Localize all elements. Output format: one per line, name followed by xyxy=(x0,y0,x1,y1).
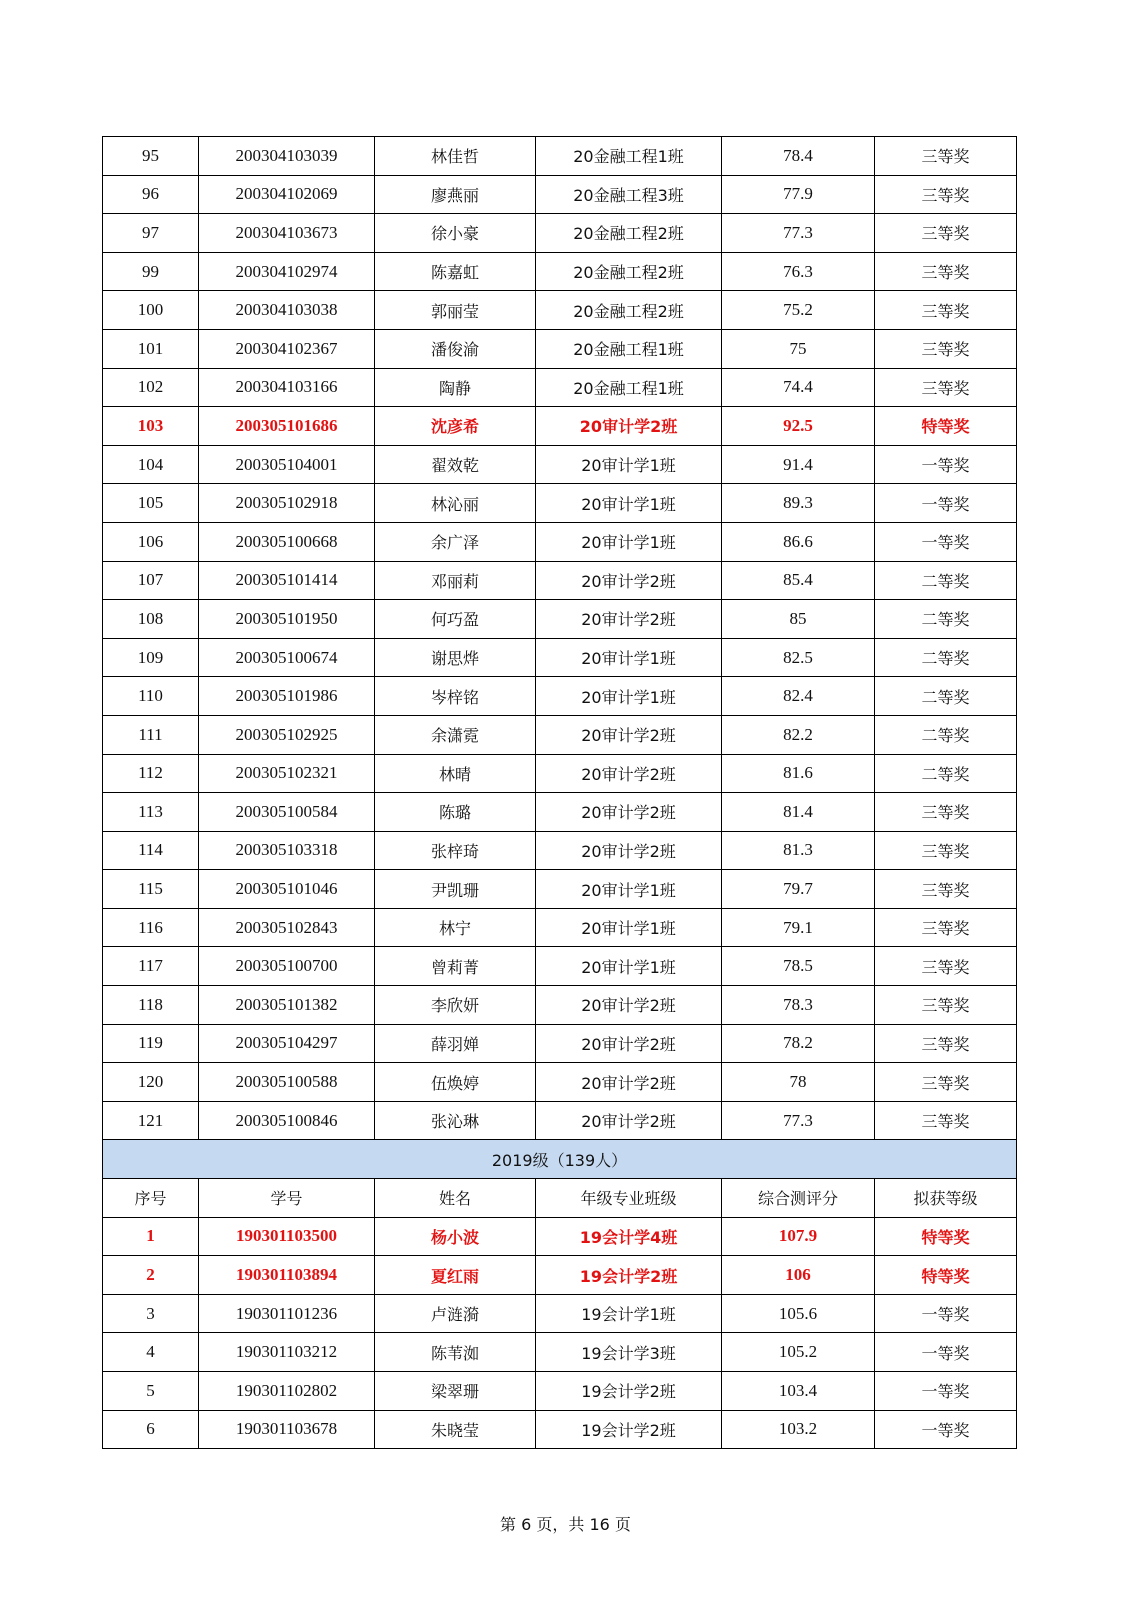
cell-class: 20审计学1班 xyxy=(536,677,722,716)
section-title: 2019级（139人） xyxy=(103,1140,1017,1179)
cell-name: 杨小波 xyxy=(375,1217,536,1256)
cell-name: 卢涟漪 xyxy=(375,1294,536,1333)
cell-no: 109 xyxy=(103,638,199,677)
cell-name: 林晴 xyxy=(375,754,536,793)
cell-award: 一等奖 xyxy=(875,1410,1017,1449)
table-row xyxy=(103,870,1017,909)
cell-no: 119 xyxy=(103,1024,199,1063)
cell-no: 116 xyxy=(103,908,199,947)
cell-student-id: 200305101686 xyxy=(199,407,375,446)
cell-student-id: 200305103318 xyxy=(199,831,375,870)
cell-no: 106 xyxy=(103,522,199,561)
cell-score: 85 xyxy=(722,600,875,639)
cell-student-id: 200305101414 xyxy=(199,561,375,600)
cell-award: 一等奖 xyxy=(875,1333,1017,1372)
cell-name: 林宁 xyxy=(375,908,536,947)
cell-award: 三等奖 xyxy=(875,831,1017,870)
table-row xyxy=(103,986,1017,1025)
cell-name: 徐小豪 xyxy=(375,214,536,253)
cell-award: 三等奖 xyxy=(875,329,1017,368)
cell-student-id: 200305101382 xyxy=(199,986,375,1025)
cell-award: 三等奖 xyxy=(875,986,1017,1025)
cell-award: 三等奖 xyxy=(875,252,1017,291)
cell-award: 一等奖 xyxy=(875,522,1017,561)
cell-score: 77.3 xyxy=(722,214,875,253)
cell-class: 19会计学2班 xyxy=(536,1410,722,1449)
cell-award: 三等奖 xyxy=(875,870,1017,909)
table-row xyxy=(103,137,1017,176)
cell-award: 二等奖 xyxy=(875,677,1017,716)
cell-no: 115 xyxy=(103,870,199,909)
cell-no: 113 xyxy=(103,793,199,832)
cell-student-id: 200305100700 xyxy=(199,947,375,986)
cell-student-id: 190301103894 xyxy=(199,1256,375,1295)
award-list-sheet xyxy=(102,136,1016,1449)
page-footer: 第 6 页，共 16 页 xyxy=(500,1515,631,1534)
cell-award: 二等奖 xyxy=(875,561,1017,600)
cell-no: 110 xyxy=(103,677,199,716)
cell-score: 103.2 xyxy=(722,1410,875,1449)
cell-student-id: 200305104297 xyxy=(199,1024,375,1063)
cell-name: 廖燕丽 xyxy=(375,175,536,214)
cell-class: 20金融工程1班 xyxy=(536,368,722,407)
table-row xyxy=(103,677,1017,716)
table-row xyxy=(103,908,1017,947)
table-row xyxy=(103,793,1017,832)
cell-score: 105.6 xyxy=(722,1294,875,1333)
cell-student-id: 200305100588 xyxy=(199,1063,375,1102)
cell-award: 三等奖 xyxy=(875,1101,1017,1140)
cell-award: 三等奖 xyxy=(875,175,1017,214)
table-row xyxy=(103,1410,1017,1449)
cell-no: 121 xyxy=(103,1101,199,1140)
cell-score: 81.6 xyxy=(722,754,875,793)
cell-student-id: 200304102069 xyxy=(199,175,375,214)
table-row xyxy=(103,638,1017,677)
cell-class: 20审计学1班 xyxy=(536,947,722,986)
table-header-row xyxy=(103,1179,1017,1218)
cell-name: 薛羽婵 xyxy=(375,1024,536,1063)
table-row xyxy=(103,1063,1017,1102)
cell-no: 101 xyxy=(103,329,199,368)
cell-score: 81.4 xyxy=(722,793,875,832)
cell-score: 78.2 xyxy=(722,1024,875,1063)
cell-class: 20金融工程2班 xyxy=(536,252,722,291)
cell-class: 20审计学1班 xyxy=(536,484,722,523)
cell-name: 林佳哲 xyxy=(375,137,536,176)
table-row xyxy=(103,947,1017,986)
cell-name: 夏红雨 xyxy=(375,1256,536,1295)
cell-class: 20金融工程1班 xyxy=(536,137,722,176)
cell-score: 79.7 xyxy=(722,870,875,909)
cell-score: 76.3 xyxy=(722,252,875,291)
cell-no: 96 xyxy=(103,175,199,214)
header-score: 综合测评分 xyxy=(722,1179,875,1218)
cell-score: 85.4 xyxy=(722,561,875,600)
cell-award: 特等奖 xyxy=(875,407,1017,446)
cell-name: 张沁琳 xyxy=(375,1101,536,1140)
cell-award: 三等奖 xyxy=(875,214,1017,253)
cell-score: 78.3 xyxy=(722,986,875,1025)
cell-no: 1 xyxy=(103,1217,199,1256)
cell-score: 74.4 xyxy=(722,368,875,407)
cell-award: 三等奖 xyxy=(875,291,1017,330)
cell-student-id: 200305101950 xyxy=(199,600,375,639)
cell-class: 20审计学1班 xyxy=(536,445,722,484)
cell-award: 二等奖 xyxy=(875,754,1017,793)
cell-score: 86.6 xyxy=(722,522,875,561)
cell-name: 沈彦希 xyxy=(375,407,536,446)
table-row xyxy=(103,291,1017,330)
cell-award: 一等奖 xyxy=(875,1372,1017,1411)
table-row xyxy=(103,522,1017,561)
cell-no: 99 xyxy=(103,252,199,291)
cell-student-id: 200304103038 xyxy=(199,291,375,330)
cell-score: 92.5 xyxy=(722,407,875,446)
table-row xyxy=(103,1372,1017,1411)
section-row xyxy=(103,1140,1017,1179)
cell-score: 103.4 xyxy=(722,1372,875,1411)
cell-no: 120 xyxy=(103,1063,199,1102)
cell-name: 陈璐 xyxy=(375,793,536,832)
cell-award: 三等奖 xyxy=(875,947,1017,986)
cell-name: 岑梓铭 xyxy=(375,677,536,716)
cell-name: 谢思烨 xyxy=(375,638,536,677)
cell-score: 82.4 xyxy=(722,677,875,716)
cell-award: 二等奖 xyxy=(875,638,1017,677)
cell-score: 77.3 xyxy=(722,1101,875,1140)
table-row xyxy=(103,407,1017,446)
cell-name: 朱晓莹 xyxy=(375,1410,536,1449)
cell-award: 特等奖 xyxy=(875,1256,1017,1295)
cell-student-id: 200305102321 xyxy=(199,754,375,793)
cell-class: 20审计学1班 xyxy=(536,522,722,561)
cell-name: 邓丽莉 xyxy=(375,561,536,600)
cell-no: 104 xyxy=(103,445,199,484)
cell-class: 20审计学2班 xyxy=(536,1101,722,1140)
cell-award: 二等奖 xyxy=(875,600,1017,639)
cell-student-id: 200304103039 xyxy=(199,137,375,176)
cell-no: 4 xyxy=(103,1333,199,1372)
table-row xyxy=(103,368,1017,407)
cell-score: 81.3 xyxy=(722,831,875,870)
cell-student-id: 190301103678 xyxy=(199,1410,375,1449)
cell-student-id: 200304102367 xyxy=(199,329,375,368)
cell-no: 2 xyxy=(103,1256,199,1295)
cell-no: 118 xyxy=(103,986,199,1025)
cell-class: 20审计学2班 xyxy=(536,986,722,1025)
cell-score: 77.9 xyxy=(722,175,875,214)
cell-student-id: 200305104001 xyxy=(199,445,375,484)
award-table xyxy=(102,136,1017,1449)
cell-student-id: 200305102843 xyxy=(199,908,375,947)
table-row xyxy=(103,1024,1017,1063)
cell-class: 20审计学2班 xyxy=(536,793,722,832)
cell-class: 20审计学2班 xyxy=(536,754,722,793)
cell-award: 一等奖 xyxy=(875,445,1017,484)
cell-class: 19会计学3班 xyxy=(536,1333,722,1372)
cell-name: 余潇霓 xyxy=(375,715,536,754)
cell-class: 20审计学2班 xyxy=(536,1024,722,1063)
header-award: 拟获等级 xyxy=(875,1179,1017,1218)
cell-class: 20审计学2班 xyxy=(536,1063,722,1102)
table-row xyxy=(103,715,1017,754)
cell-student-id: 200305102925 xyxy=(199,715,375,754)
cell-score: 107.9 xyxy=(722,1217,875,1256)
cell-class: 20审计学1班 xyxy=(536,908,722,947)
cell-score: 78 xyxy=(722,1063,875,1102)
cell-class: 20审计学1班 xyxy=(536,638,722,677)
header-class: 年级专业班级 xyxy=(536,1179,722,1218)
cell-no: 112 xyxy=(103,754,199,793)
cell-score: 78.5 xyxy=(722,947,875,986)
cell-award: 三等奖 xyxy=(875,137,1017,176)
cell-student-id: 200305100584 xyxy=(199,793,375,832)
cell-name: 何巧盈 xyxy=(375,600,536,639)
cell-name: 郭丽莹 xyxy=(375,291,536,330)
cell-student-id: 190301102802 xyxy=(199,1372,375,1411)
cell-class: 19会计学1班 xyxy=(536,1294,722,1333)
cell-name: 陈苇洳 xyxy=(375,1333,536,1372)
cell-no: 114 xyxy=(103,831,199,870)
cell-name: 张梓琦 xyxy=(375,831,536,870)
cell-student-id: 200305100846 xyxy=(199,1101,375,1140)
cell-student-id: 190301103212 xyxy=(199,1333,375,1372)
cell-student-id: 190301101236 xyxy=(199,1294,375,1333)
cell-class: 19会计学2班 xyxy=(536,1256,722,1295)
table-row xyxy=(103,175,1017,214)
cell-no: 105 xyxy=(103,484,199,523)
table-row xyxy=(103,445,1017,484)
cell-name: 陶静 xyxy=(375,368,536,407)
table-row xyxy=(103,1101,1017,1140)
cell-score: 89.3 xyxy=(722,484,875,523)
table-body-2020 xyxy=(103,137,1017,1140)
table-row xyxy=(103,600,1017,639)
table-row xyxy=(103,1333,1017,1372)
cell-class: 20金融工程3班 xyxy=(536,175,722,214)
section-2019 xyxy=(103,1140,1017,1217)
cell-no: 103 xyxy=(103,407,199,446)
cell-score: 91.4 xyxy=(722,445,875,484)
cell-name: 陈嘉虹 xyxy=(375,252,536,291)
cell-class: 19会计学4班 xyxy=(536,1217,722,1256)
cell-class: 20金融工程1班 xyxy=(536,329,722,368)
table-row xyxy=(103,1256,1017,1295)
cell-class: 20金融工程2班 xyxy=(536,291,722,330)
header-no: 序号 xyxy=(103,1179,199,1218)
table-row xyxy=(103,754,1017,793)
cell-name: 曾莉菁 xyxy=(375,947,536,986)
cell-award: 三等奖 xyxy=(875,793,1017,832)
cell-award: 一等奖 xyxy=(875,484,1017,523)
cell-name: 尹凯珊 xyxy=(375,870,536,909)
cell-class: 20审计学2班 xyxy=(536,561,722,600)
cell-award: 三等奖 xyxy=(875,1063,1017,1102)
cell-award: 二等奖 xyxy=(875,715,1017,754)
cell-no: 97 xyxy=(103,214,199,253)
cell-class: 20审计学2班 xyxy=(536,715,722,754)
cell-no: 3 xyxy=(103,1294,199,1333)
cell-class: 20审计学1班 xyxy=(536,870,722,909)
table-row xyxy=(103,1217,1017,1256)
table-row xyxy=(103,1294,1017,1333)
table-row xyxy=(103,561,1017,600)
cell-no: 117 xyxy=(103,947,199,986)
cell-student-id: 200305101986 xyxy=(199,677,375,716)
cell-score: 78.4 xyxy=(722,137,875,176)
cell-award: 特等奖 xyxy=(875,1217,1017,1256)
cell-no: 107 xyxy=(103,561,199,600)
cell-class: 20审计学2班 xyxy=(536,407,722,446)
cell-class: 20审计学2班 xyxy=(536,831,722,870)
cell-no: 108 xyxy=(103,600,199,639)
table-body-2019 xyxy=(103,1217,1017,1449)
cell-score: 79.1 xyxy=(722,908,875,947)
cell-score: 105.2 xyxy=(722,1333,875,1372)
table-row xyxy=(103,831,1017,870)
cell-score: 75.2 xyxy=(722,291,875,330)
cell-name: 伍焕婷 xyxy=(375,1063,536,1102)
cell-score: 106 xyxy=(722,1256,875,1295)
cell-award: 三等奖 xyxy=(875,908,1017,947)
cell-score: 82.2 xyxy=(722,715,875,754)
cell-no: 111 xyxy=(103,715,199,754)
cell-no: 95 xyxy=(103,137,199,176)
cell-name: 余广泽 xyxy=(375,522,536,561)
cell-name: 翟效乾 xyxy=(375,445,536,484)
cell-student-id: 200304103673 xyxy=(199,214,375,253)
cell-no: 6 xyxy=(103,1410,199,1449)
cell-no: 102 xyxy=(103,368,199,407)
cell-award: 一等奖 xyxy=(875,1294,1017,1333)
header-name: 姓名 xyxy=(375,1179,536,1218)
table-row xyxy=(103,214,1017,253)
cell-name: 潘俊渝 xyxy=(375,329,536,368)
cell-student-id: 200304102974 xyxy=(199,252,375,291)
cell-name: 梁翠珊 xyxy=(375,1372,536,1411)
cell-student-id: 200305101046 xyxy=(199,870,375,909)
cell-name: 李欣妍 xyxy=(375,986,536,1025)
cell-score: 82.5 xyxy=(722,638,875,677)
cell-class: 20金融工程2班 xyxy=(536,214,722,253)
table-row xyxy=(103,252,1017,291)
cell-student-id: 200305100668 xyxy=(199,522,375,561)
table-row xyxy=(103,484,1017,523)
cell-award: 三等奖 xyxy=(875,368,1017,407)
cell-student-id: 200304103166 xyxy=(199,368,375,407)
cell-award: 三等奖 xyxy=(875,1024,1017,1063)
cell-no: 100 xyxy=(103,291,199,330)
cell-no: 5 xyxy=(103,1372,199,1411)
cell-student-id: 200305102918 xyxy=(199,484,375,523)
header-id: 学号 xyxy=(199,1179,375,1218)
cell-student-id: 190301103500 xyxy=(199,1217,375,1256)
cell-name: 林沁丽 xyxy=(375,484,536,523)
cell-score: 75 xyxy=(722,329,875,368)
cell-student-id: 200305100674 xyxy=(199,638,375,677)
cell-class: 20审计学2班 xyxy=(536,600,722,639)
table-row xyxy=(103,329,1017,368)
cell-class: 19会计学2班 xyxy=(536,1372,722,1411)
